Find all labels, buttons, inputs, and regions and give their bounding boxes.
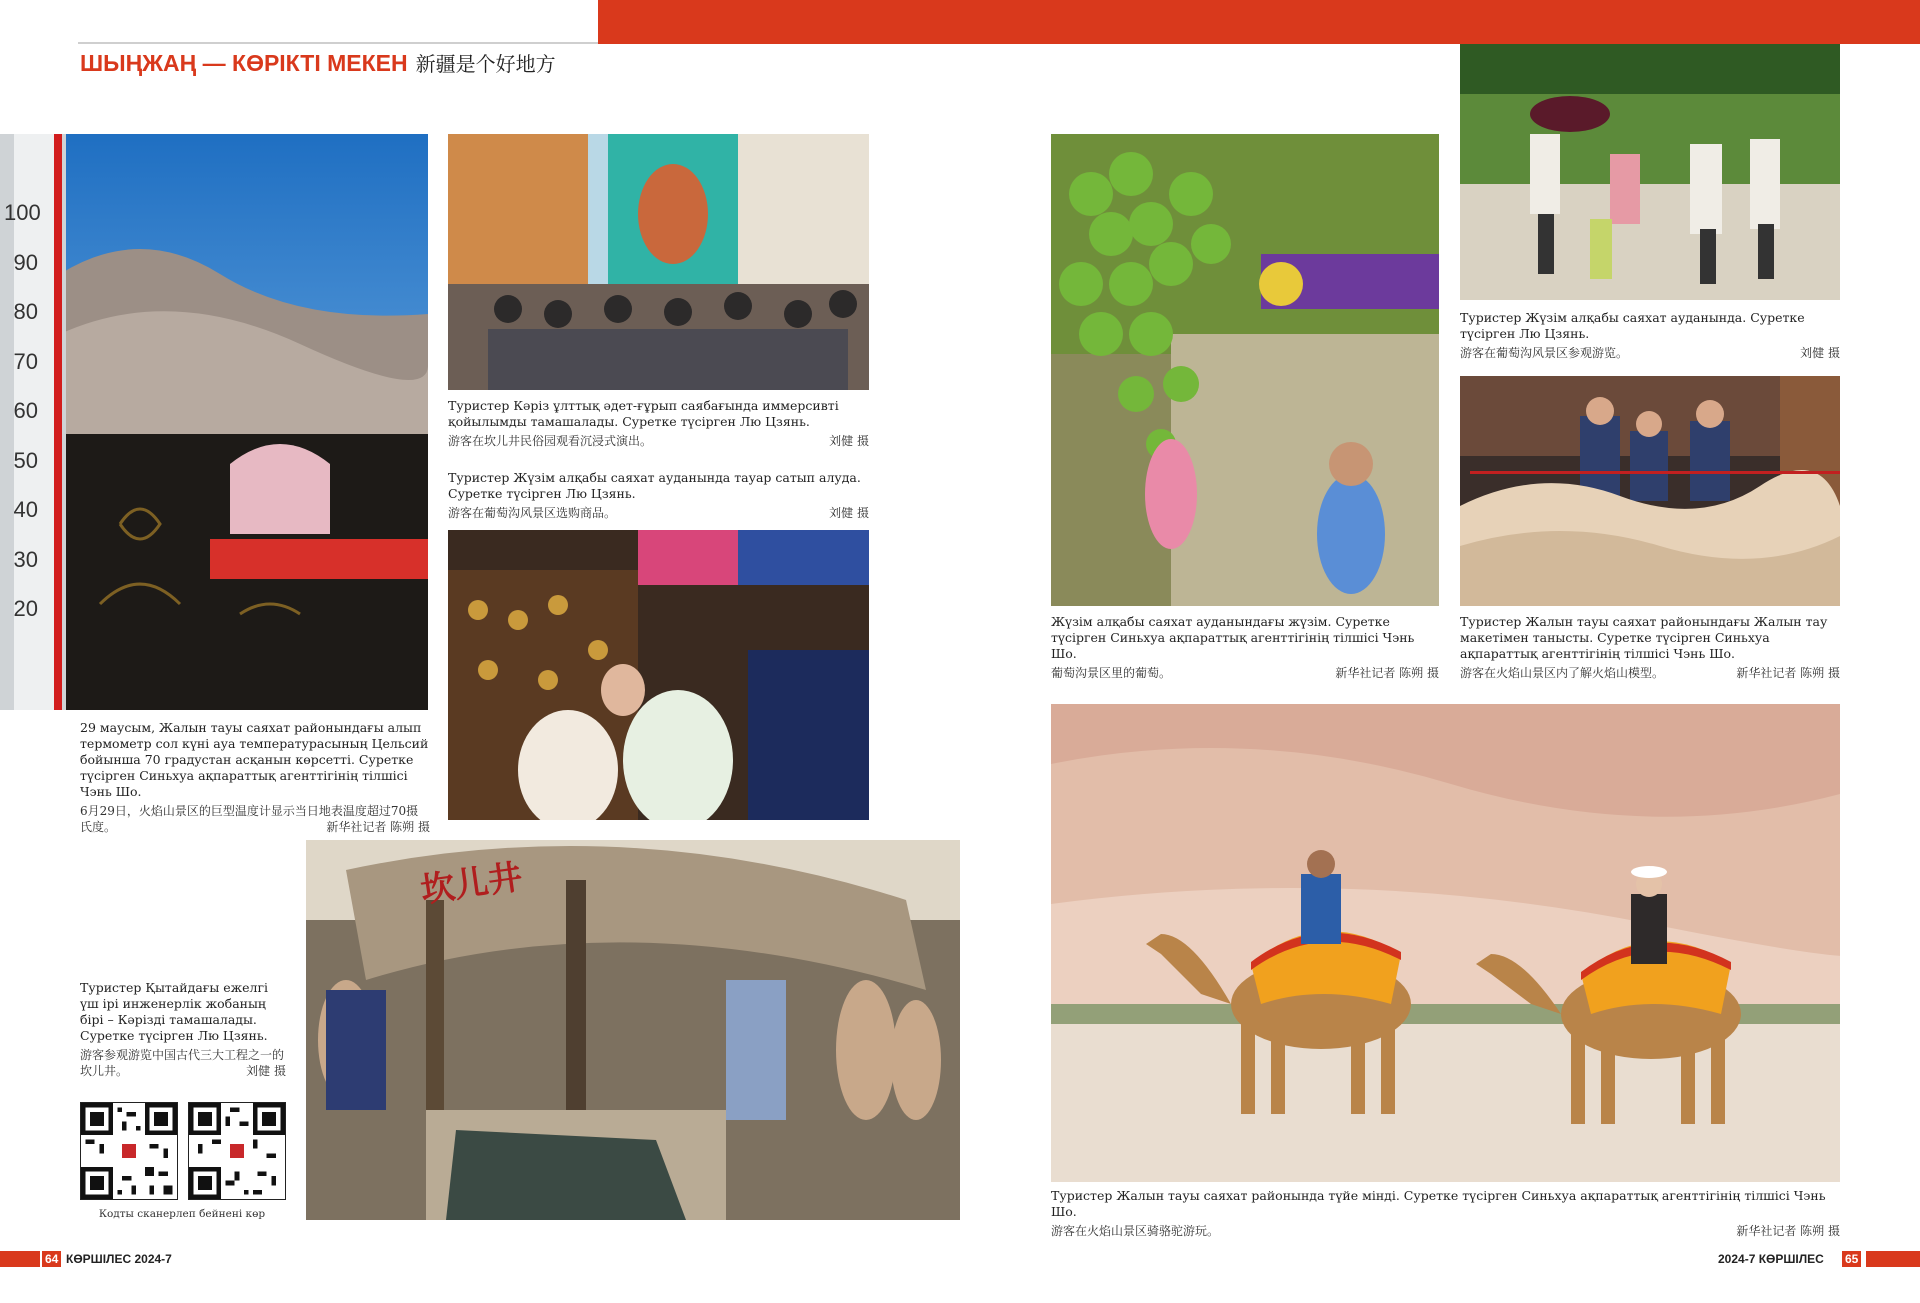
caption-text-chinese: 游客在坎儿井民俗园观看沉浸式演出。 [448,434,653,448]
camels-photo [1051,704,1840,1182]
scale-label: 80 [13,299,38,324]
grape-valley-walk-photo [1460,44,1840,300]
caption-text-kazakh: Туристер Жүзім алқабы саяхат ауданында. Суретке түсірген Лю Цзянь. [1460,310,1805,341]
scale-label: 30 [13,546,38,572]
photo-credit: 刘健 摄 [246,1064,286,1078]
caption-text-kazakh: Туристер Жүзім алқабы саяхат ауданында тауар сатып алуда. Суретке түсірген Лю Цзянь. [448,470,861,501]
footer-accent-right [1866,1251,1920,1267]
photo-credit: 新华社记者 陈朔 摄 [1736,666,1840,680]
caption-camels [1051,1188,1840,1239]
caption-text-chinese: 游客在葡萄沟风景区参观游览。 [1460,346,1629,360]
thermometer-scale [4,188,41,634]
photo-credit: 新华社记者 陈朔 摄 [326,820,430,834]
photo-credit: 新华社记者 陈朔 摄 [1736,1224,1840,1238]
title-kazakh: ШЫҢЖАҢ — КӨРІКТІ МЕКЕН [80,50,408,76]
caption-text-chinese: 游客在葡萄沟风景区选购商品。 [448,506,617,520]
footer-magazine-left: КӨРШІЛЕС 2024-7 [66,1252,172,1266]
scale-label: 90 [13,249,38,275]
caption-grapes [1051,614,1439,681]
header-rule [78,42,598,44]
footer-magazine-right: 2024-7 КӨРШІЛЕС [1718,1252,1824,1266]
caption-text-chinese: 游客在火焰山景区内了解火焰山模型。 [1460,666,1665,680]
grapes-photo [1051,134,1439,606]
thermometer-photo [0,134,428,710]
caption-text-chinese: 葡萄沟景区里的葡萄。 [1051,666,1172,680]
karez-photo [306,840,960,1220]
caption-text-chinese: 游客在火焰山景区骑骆驼游玩。 [1051,1224,1220,1238]
caption-text-kazakh: Туристер Қытайдағы ежелгі үш ірі инженерлік жобаның бірі – Кәрізді тамашалады. Суретке түсірген Лю Цзянь. [80,980,269,1043]
caption-grape-valley [1460,310,1840,361]
header-accent-bar [598,0,1920,44]
qr-code[interactable] [188,1102,286,1200]
photo-credit: 刘健 摄 [829,434,869,448]
page-title [80,48,556,77]
caption-text-kazakh: Жүзім алқабы саяхат ауданындағы жүзім. Суретке түсірген Синьхуа ақпараттық агенттігінің тілшісі Чэнь Шо. [1051,614,1415,661]
caption-karez [80,980,286,1079]
scale-label: 70 [13,348,38,374]
page-number-right: 65 [1842,1251,1861,1267]
scale-label: 20 [13,596,38,621]
caption-text-kazakh: Туристер Жалын тауы саяхат районындағы Жалын тау макетімен танысты. Суретке түсірген Синьхуа ақпараттық агенттігінің тілшісі Чэнь Шо. [1460,614,1828,661]
caption-text-chinese: 游客参观游览中国古代三大工程之一的坎儿井。 [80,1048,285,1078]
photo-credit: 新华社记者 陈朔 摄 [1335,666,1439,680]
caption-grape-market [448,470,869,521]
scale-label: 50 [13,447,38,473]
photo-credit: 刘健 摄 [1800,346,1840,360]
qr-code[interactable] [80,1102,178,1200]
market-photo [448,530,869,820]
scale-label: 100 [4,200,41,225]
caption-thermometer [80,720,430,835]
model-photo [1460,376,1840,606]
scale-label: 60 [13,398,38,423]
scale-label: 40 [13,497,38,522]
title-chinese: 新疆是个好地方 [415,54,556,76]
qr-caption: Кодты сканерлеп бейнені көр [98,1208,266,1220]
footer-accent-left [0,1251,40,1267]
photo-credit: 刘健 摄 [829,506,869,520]
folk-show-photo [448,134,869,390]
caption-model [1460,614,1840,681]
caption-text-chinese: 6月29日，火焰山景区的巨型温度计显示当日地表温度超过70摄氏度。 [80,804,419,834]
caption-text-kazakh: 29 маусым, Жалын тауы саяхат районындағы алып термометр сол күні ауа температурасының Цельсий бойынша 70 градустан асқанын көрсетті. Суретке түсірген Синьхуа ақпараттық агенттігінің тілшісі Чэнь Шо. [80,720,429,799]
caption-text-kazakh: Туристер Жалын тауы саяхат районында түйе мінді. Суретке түсірген Синьхуа ақпараттық агенттігінің тілшісі Чэнь Шо. [1051,1188,1826,1219]
page-number-left: 64 [42,1251,61,1267]
karez-sign-text: 坎儿井 [418,857,525,911]
caption-karez-show [448,398,869,449]
caption-text-kazakh: Туристер Кәріз ұлттық әдет-ғұрып саябағында иммерсивті қойылымды тамашалады. Суретке түсірген Лю Цзянь. [448,398,839,429]
